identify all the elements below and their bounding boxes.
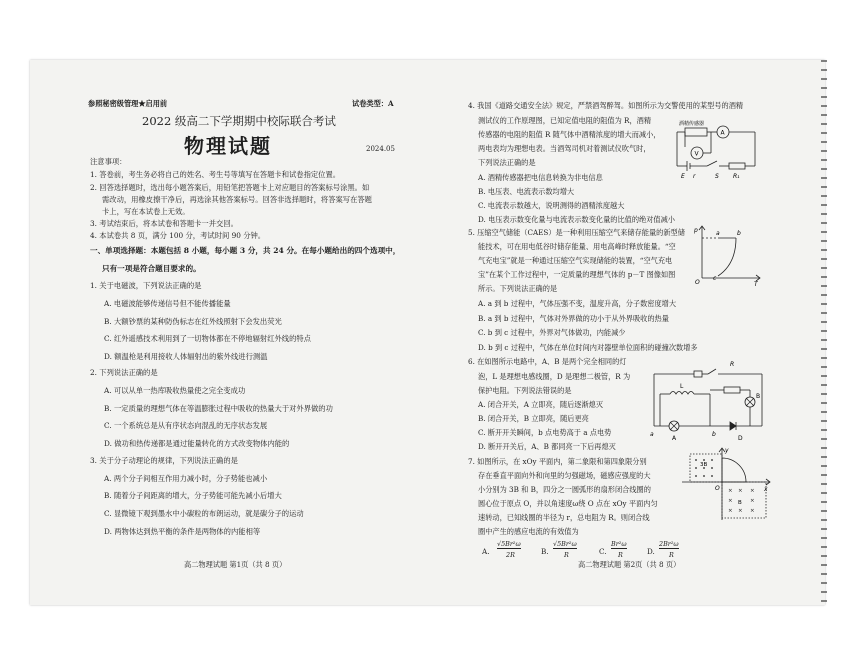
page-footer-left: 高二物理试题 第1页（共 8 页） (184, 560, 287, 569)
fig-label: a (650, 431, 654, 438)
fig-label: A (720, 129, 725, 137)
q6-option: B. 闭合开关，B 立即亮，随后更亮 (478, 414, 589, 423)
svg-text:×: × (728, 498, 733, 504)
state-label: c (713, 275, 717, 282)
answer-denominator: 2R (506, 551, 515, 559)
q4-line: 下列说法正确的是 (478, 158, 536, 167)
q3-stem: 3. 关于分子动理论的规律，下列说法正确的是 (90, 456, 238, 465)
exam-type: 试卷类型：A (352, 99, 394, 108)
scan-edge-dots (821, 60, 827, 605)
answer-letter: D. (647, 547, 655, 556)
q2-option: B. 一定质量的理想气体在等温膨胀过程中吸收的热量大于对外界做的功 (104, 404, 333, 413)
answer-letter: C. (599, 547, 607, 556)
fig-label: S (715, 173, 719, 180)
q7-line: 圆心位于原点 O，并以角速度ω绕 O 点在 xOy 平面内匀 (478, 499, 658, 508)
answer-numerator: √5Br²ω (553, 540, 577, 548)
q2-option: A. 可以从单一热库吸收热量使之完全变成功 (104, 386, 246, 395)
q4-circuit-figure (675, 118, 770, 180)
q6-line: 保护电阻。下列说法错误的是 (478, 386, 572, 395)
q5-line: 5. 压缩空气储能（CAES）是一种利用压缩空气来储存能量的新型储 (468, 228, 685, 237)
svg-text:×: × (728, 508, 733, 514)
q7-line: 速转动，已知线圈的半径为 r，总电阻为 R。则闭合线 (478, 513, 650, 522)
answer-letter: A. (482, 547, 490, 556)
field-label: B (738, 500, 742, 506)
notice-item: 1. 答卷前，考生务必将自己的姓名、考生号等填写在答题卡和试卷指定位置。 (90, 170, 341, 179)
alcohol-sensor-resistor (685, 128, 707, 136)
section-heading-2: 只有一项是符合题目要求的。 (102, 264, 201, 273)
fig-label: 酒精传感器 (679, 121, 705, 127)
answer-numerator: 2Br²ω (659, 540, 679, 548)
exam-date: 2024.05 (366, 145, 395, 153)
svg-text:×: × (738, 508, 743, 514)
state-label: a (716, 230, 720, 237)
answer-denominator: R (618, 551, 623, 559)
q4-line: 测试仪的工作原理图，已知定值电阻的阻值为 R，酒精 (478, 116, 652, 125)
notice-item: 卡上，写在本试卷上无效。 (102, 207, 190, 216)
q1-option: C. 红外遥感技术利用到了一切物体都在不停地辐射红外线的特点 (104, 334, 311, 343)
q3-option: A. 两个分子间相互作用力减小时，分子势能也减小 (104, 474, 268, 483)
q6-option: A. 闭合开关，A 立即亮，随后逐渐熄灭 (478, 400, 604, 409)
q4-option: C. 电流表示数越大，说明测得的酒精浓度越大 (478, 201, 625, 210)
q4-option: A. 酒精传感器把电信息转换为非电信息 (478, 173, 603, 182)
q6-line: 泡，L 是理想电感线圈，D 是理想二极管，R 为 (478, 372, 631, 381)
fig-label: A (672, 435, 677, 442)
fig-label: R (730, 361, 735, 368)
notice-item: 需改动，用橡皮擦干净后，再选涂其他答案标号。回答非选择题时，将答案写在答题 (102, 195, 372, 204)
q5-line: 宝”在某个工作过程中，一定质量的理想气体的 p－T 图像如图 (478, 270, 676, 279)
axis-label: T (754, 281, 758, 286)
q1-option: B. 大额钞票的某种防伪标志在红外线照射下会发出荧光 (104, 317, 282, 326)
q6-option: D. 断开开关后，A、B 都同亮一下后再熄灭 (478, 442, 616, 451)
fig-label: R₁ (733, 173, 740, 180)
svg-text:×: × (750, 498, 755, 504)
q4-option: D. 电压表示数变化量与电流表示数变化量的比值的绝对值减小 (478, 215, 675, 224)
notice-heading: 注意事项： (90, 157, 127, 166)
q6-circuit-figure (650, 354, 770, 446)
origin-label: O (715, 485, 720, 492)
q1-stem: 1. 关于电磁波，下列说法正确的是 (90, 281, 202, 290)
svg-text:×: × (750, 488, 755, 494)
q7-line: 7. 如图所示，在 xOy 平面内，第二象限和第四象限分别 (468, 457, 647, 466)
q3-option: C. 显微镜下观到墨水中小碳粒的布朗运动，就是碳分子的运动 (104, 509, 304, 518)
svg-text:×: × (728, 488, 733, 494)
q7-line: 存在垂直平面向外和向里的匀强磁场，磁感应强度的大 (478, 471, 651, 480)
svg-text:×: × (738, 488, 743, 494)
q5-option: D. b 到 c 过程中，气体在单位时间内对器壁单位面积的碰撞次数增多 (478, 343, 698, 352)
section-heading: 一、单项选择题：本题包括 8 小题，每小题 3 分，共 24 分。在每小题给出的四个选项中， (90, 246, 401, 255)
q6-option: C. 断开开关瞬间，b 点电势高于 a 点电势 (478, 428, 612, 437)
fig-label: L (680, 383, 684, 390)
state-label: b (737, 230, 741, 237)
axis-label: O (695, 279, 700, 286)
fig-label: B (756, 393, 761, 400)
answer-numerator: Br²ω (611, 540, 627, 548)
subject-title: 物理试题 (184, 134, 272, 158)
notice-item: 2. 回答选择题时，选出每小题答案后，用铅笔把答题卡上对应题目的答案标号涂黑。如 (90, 183, 370, 192)
q4-line: 两电表均为理想电表。当酒驾司机对着测试仪吹气时， (478, 144, 651, 153)
answer-denominator: R (564, 551, 569, 559)
q4-line: 4. 我国《道路交通安全法》规定，严禁酒驾醉驾。如图所示为交警使用的某型号的酒精 (468, 101, 744, 110)
q5-line: 所示。下列说法正确的是 (478, 284, 558, 293)
page-footer-right: 高二物理试题 第2页（共 8 页） (578, 560, 681, 569)
q5-pT-graph (692, 222, 764, 286)
fig-label: V (694, 150, 699, 158)
q5-option: B. a 到 b 过程中，气体对外界做的功小于从外界吸收的热量 (478, 314, 669, 323)
q1-option: D. 额温枪是利用接收人体辐射出的紫外线进行测温 (104, 352, 268, 361)
q5-line: 气充电宝”就是一种通过压缩空气实现储能的装置，“空气充电 (478, 256, 673, 265)
q2-option: C. 一个系统总是从有序状态向混乱的无序状态发展 (104, 421, 268, 430)
confidential-mark: 参照秘密级管理★启用前 (88, 99, 168, 108)
axis-label: y (725, 447, 729, 454)
q5-line: 能技术，可在用电低谷时储存能量、用电高峰时释放能量。“空 (478, 242, 676, 251)
q4-line: 传感器的电阻的阻值 R 随气体中酒精浓度的增大而减小， (478, 130, 661, 139)
fig-label: b (712, 431, 716, 438)
q5-option: A. a 到 b 过程中，气体压强不变，温度升高，分子数密度增大 (478, 299, 677, 308)
q7-magnetic-field-figure (678, 444, 774, 524)
q3-option: D. 两物体达到热平衡的条件是两物体的内能相等 (104, 527, 261, 536)
notice-item: 3. 考试结束后，将本试卷和答题卡一并交回。 (90, 219, 238, 228)
q1-option: A. 电磁波能够传递信号但不能传播能量 (104, 299, 231, 308)
q4-option: B. 电压表、电流表示数均增大 (478, 187, 575, 196)
fig-label: E (681, 173, 685, 180)
answer-denominator: R (669, 551, 674, 559)
q7-line: 小分别为 3B 和 B，四分之一圆弧形的扇形闭合线圈的 (478, 485, 651, 494)
q7-line: 圈中产生的感应电流的有效值为 (478, 527, 579, 536)
q5-option: C. b 到 c 过程中，外界对气体做功，内能减少 (478, 328, 626, 337)
fig-label: r (693, 173, 696, 180)
q3-option: B. 随着分子间距离的增大，分子势能可能先减小后增大 (104, 491, 282, 500)
q6-line: 6. 在如图所示电路中，A、B 是两个完全相同的灯 (468, 357, 627, 366)
q2-option: D. 做功和热传递都是通过能量转化的方式改变物体内能的 (104, 439, 290, 448)
fig-label: D (738, 435, 743, 442)
q2-stem: 2. 下列说法正确的是 (90, 368, 158, 377)
field-label: 3B (700, 462, 708, 468)
axis-label: p (694, 227, 698, 234)
axis-label: x (764, 486, 768, 493)
notice-item: 4. 本试卷共 8 页，满分 100 分，考试时间 90 分钟。 (90, 231, 266, 240)
answer-numerator: √5Br²ω (497, 540, 521, 548)
answer-letter: B. (541, 547, 549, 556)
exam-name: 2022 级高二下学期期中校际联合考试 (142, 114, 336, 128)
svg-text:×: × (750, 508, 755, 514)
